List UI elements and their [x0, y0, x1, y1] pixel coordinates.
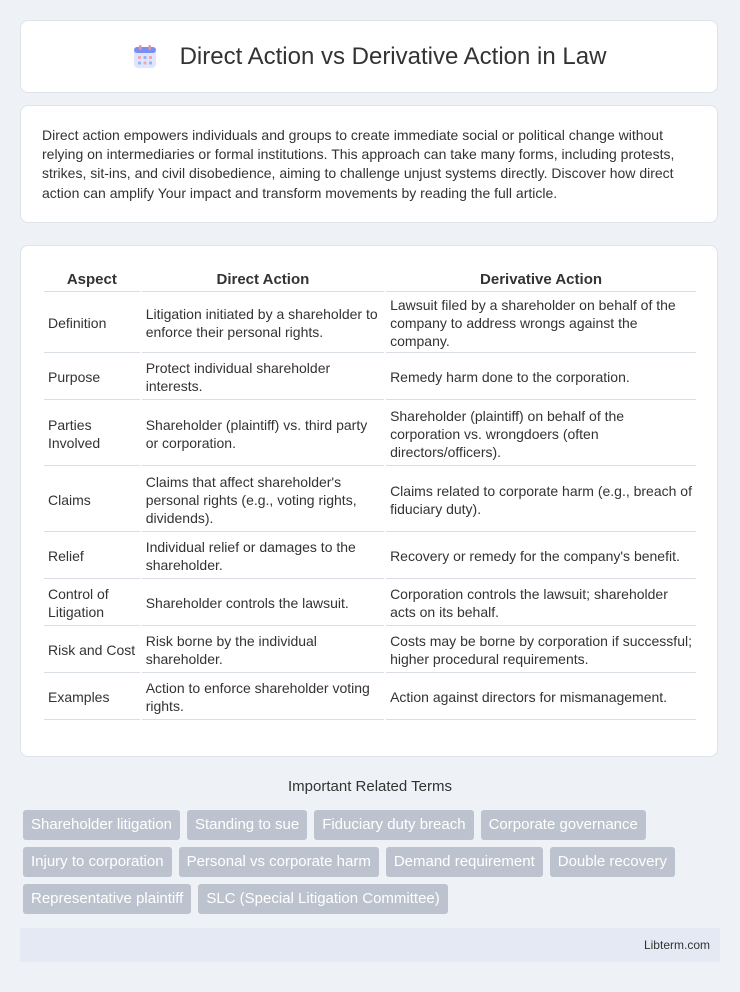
- direct-action-cell: Shareholder (plaintiff) vs. third party or corporation.: [142, 402, 384, 466]
- direct-action-cell: Claims that affect shareholder's personal rights (e.g., voting rights, dividends).: [142, 468, 384, 532]
- aspect-cell: Control of Litigation: [44, 581, 140, 626]
- derivative-action-cell: Costs may be borne by corporation if successful; higher procedural requirements.: [386, 628, 696, 673]
- related-terms-title: Important Related Terms: [288, 778, 452, 795]
- related-term-tag[interactable]: Representative plaintiff: [23, 884, 191, 914]
- aspect-cell: Claims: [44, 468, 140, 532]
- table-row: [44, 355, 696, 400]
- comparison-table-card: [20, 245, 718, 757]
- aspect-cell: Purpose: [44, 355, 140, 400]
- direct-action-cell: Action to enforce shareholder voting rights.: [142, 675, 384, 720]
- footer-site-link[interactable]: Libterm.com: [643, 938, 710, 952]
- table-row: [44, 402, 696, 466]
- derivative-action-cell: Recovery or remedy for the company's benefit.: [386, 534, 696, 579]
- direct-action-cell: Individual relief or damages to the shareholder.: [142, 534, 384, 579]
- table-row: [44, 294, 696, 353]
- related-term-tag[interactable]: Demand requirement: [386, 847, 543, 877]
- direct-action-cell: Protect individual shareholder interests.: [142, 355, 384, 400]
- direct-action-cell: Risk borne by the individual shareholder.: [142, 628, 384, 673]
- comparison-table: [42, 264, 698, 722]
- page-title: Direct Action vs Derivative Action in Law: [179, 42, 607, 70]
- related-term-tag[interactable]: Fiduciary duty breach: [314, 810, 473, 840]
- column-header-direct-action: Direct Action: [142, 266, 384, 292]
- related-term-tag[interactable]: Corporate governance: [481, 810, 646, 840]
- footer: [20, 928, 720, 962]
- column-header-derivative-action: Derivative Action: [386, 266, 696, 292]
- derivative-action-cell: Shareholder (plaintiff) on behalf of the corporation vs. wrongdoers (often directors/officers).: [386, 402, 696, 466]
- aspect-cell: Parties Involved: [44, 402, 140, 466]
- intro-paragraph: Direct action empowers individuals and groups to create immediate social or political change without relying on intermediaries or formal institutions. This approach can take many forms, including protests, strikes, sit-ins, and civil disobedience, aiming to challenge unjust systems directly. Discover how direct action can amplify Your impact and transform movements by reading the full article.: [42, 127, 675, 201]
- derivative-action-cell: Corporation controls the lawsuit; shareholder acts on its behalf.: [386, 581, 696, 626]
- table-row: [44, 628, 696, 673]
- direct-action-cell: Shareholder controls the lawsuit.: [142, 581, 384, 626]
- table-row: [44, 534, 696, 579]
- column-header-aspect: Aspect: [44, 266, 140, 292]
- related-term-tag[interactable]: SLC (Special Litigation Committee): [198, 884, 447, 914]
- related-term-tag[interactable]: Standing to sue: [187, 810, 307, 840]
- related-term-tag[interactable]: Double recovery: [550, 847, 675, 877]
- related-terms-list: [23, 810, 723, 914]
- related-term-tag[interactable]: Injury to corporation: [23, 847, 172, 877]
- header-card: [20, 20, 718, 93]
- calendar-icon: [132, 44, 158, 70]
- derivative-action-cell: Claims related to corporate harm (e.g., breach of fiduciary duty).: [386, 468, 696, 532]
- derivative-action-cell: Lawsuit filed by a shareholder on behalf of the company to address wrongs against the company.: [386, 294, 696, 353]
- aspect-cell: Definition: [44, 294, 140, 353]
- aspect-cell: Risk and Cost: [44, 628, 140, 673]
- derivative-action-cell: Remedy harm done to the corporation.: [386, 355, 696, 400]
- table-row: [44, 468, 696, 532]
- aspect-cell: Examples: [44, 675, 140, 720]
- aspect-cell: Relief: [44, 534, 140, 579]
- table-header-row: [44, 266, 696, 292]
- related-term-tag[interactable]: Shareholder litigation: [23, 810, 180, 840]
- table-row: [44, 581, 696, 626]
- direct-action-cell: Litigation initiated by a shareholder to enforce their personal rights.: [142, 294, 384, 353]
- table-row: [44, 675, 696, 720]
- intro-card: [20, 105, 718, 223]
- related-term-tag[interactable]: Personal vs corporate harm: [179, 847, 379, 877]
- derivative-action-cell: Action against directors for mismanagement.: [386, 675, 696, 720]
